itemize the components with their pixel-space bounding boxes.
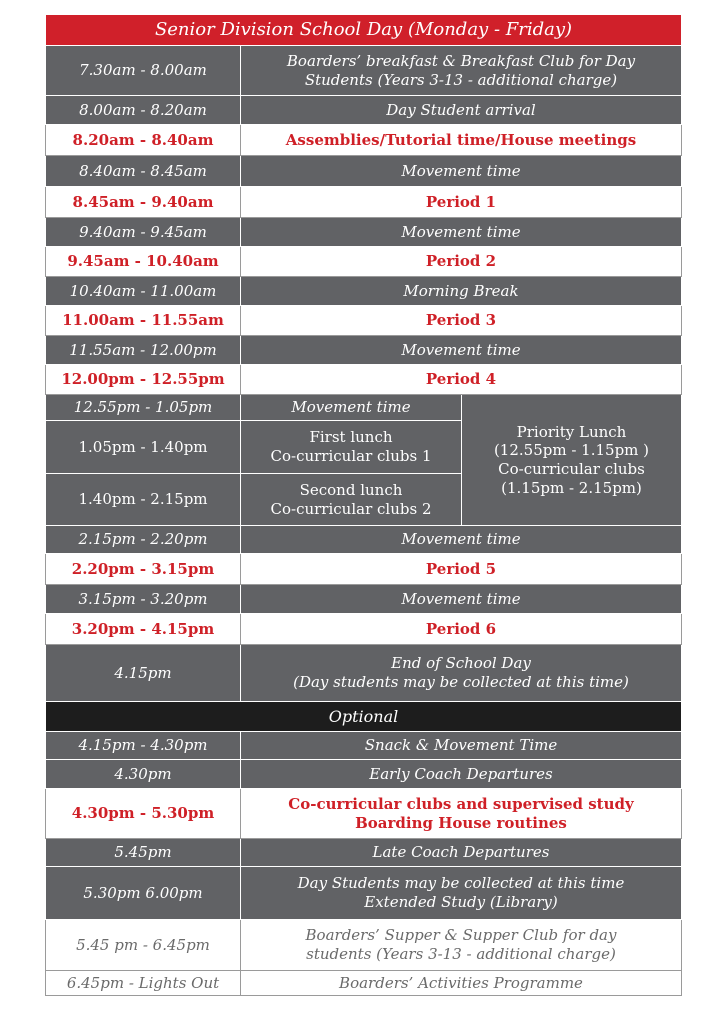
table-row: [46, 554, 682, 585]
time-cell: 8.20am - 8.40am: [46, 125, 241, 156]
time-cell: 8.45am - 9.40am: [46, 187, 241, 218]
time-cell: 5.45 pm - 6.45pm: [46, 920, 241, 971]
activity-cell: Snack & Movement Time: [241, 732, 682, 760]
table-row: [46, 760, 682, 789]
activity-cell: Day Student arrival: [241, 96, 682, 125]
table-row: [46, 187, 682, 218]
time-cell: 3.20pm - 4.15pm: [46, 614, 241, 645]
time-cell: 8.40am - 8.45am: [46, 156, 241, 187]
activity-cell: Period 3: [241, 306, 682, 336]
table-row: [46, 867, 682, 920]
table-row: [46, 156, 682, 187]
activity-cell: Morning Break: [241, 277, 682, 306]
activity-cell: Period 6: [241, 614, 682, 645]
time-cell: 4.15pm - 4.30pm: [46, 732, 241, 760]
time-cell: 12.55pm - 1.05pm: [46, 395, 241, 421]
time-cell: 10.40am - 11.00am: [46, 277, 241, 306]
table-row: [46, 96, 682, 125]
table-row: [46, 645, 682, 702]
activity-cell: Movement time: [241, 395, 462, 421]
table-row: [46, 365, 682, 395]
time-cell: 6.45pm - Lights Out: [46, 971, 241, 996]
table-row: [46, 614, 682, 645]
table-row: [46, 732, 682, 760]
time-cell: 2.20pm - 3.15pm: [46, 554, 241, 585]
activity-cell: Boarders’ Supper & Supper Club for day students (Years 3-13 - additional charge): [241, 920, 682, 971]
time-cell: 7.30am - 8.00am: [46, 46, 241, 96]
activity-cell: Late Coach Departures: [241, 839, 682, 867]
time-cell: 11.00am - 11.55am: [46, 306, 241, 336]
table-row: [46, 839, 682, 867]
table-row: [46, 789, 682, 839]
time-cell: 9.40am - 9.45am: [46, 218, 241, 247]
activity-cell: First lunch Co-curricular clubs 1: [241, 421, 462, 474]
table-row: [46, 277, 682, 306]
time-cell: 4.30pm - 5.30pm: [46, 789, 241, 839]
time-cell: 5.30pm 6.00pm: [46, 867, 241, 920]
activity-cell: Period 2: [241, 247, 682, 277]
time-cell: 2.15pm - 2.20pm: [46, 526, 241, 554]
time-cell: 4.15pm: [46, 645, 241, 702]
table-row: [46, 247, 682, 277]
activity-cell: Boarders’ Activities Programme: [241, 971, 682, 996]
activity-cell: Boarders’ breakfast & Breakfast Club for Day Students (Years 3-13 - additional charge): [241, 46, 682, 96]
time-cell: 9.45am - 10.40am: [46, 247, 241, 277]
table-row: [46, 46, 682, 96]
table-row: [46, 395, 682, 421]
activity-cell: Movement time: [241, 218, 682, 247]
activity-cell: Co-curricular clubs and supervised study Boarding House routines: [241, 789, 682, 839]
activity-cell: Movement time: [241, 526, 682, 554]
time-cell: 1.40pm - 2.15pm: [46, 474, 241, 526]
table-row: [46, 920, 682, 971]
time-cell: 8.00am - 8.20am: [46, 96, 241, 125]
timetable-title: Senior Division School Day (Monday - Friday): [46, 15, 682, 46]
time-cell: 4.30pm: [46, 760, 241, 789]
activity-cell: Movement time: [241, 156, 682, 187]
activity-cell: Movement time: [241, 585, 682, 614]
activity-cell: Period 5: [241, 554, 682, 585]
activity-cell: End of School Day (Day students may be collected at this time): [241, 645, 682, 702]
time-cell: 11.55am - 12.00pm: [46, 336, 241, 365]
table-row: [46, 218, 682, 247]
table-row: [46, 526, 682, 554]
activity-cell: Period 4: [241, 365, 682, 395]
table-row: [46, 306, 682, 336]
table-row: [46, 125, 682, 156]
time-cell: 12.00pm - 12.55pm: [46, 365, 241, 395]
time-cell: 3.15pm - 3.20pm: [46, 585, 241, 614]
activity-cell: Movement time: [241, 336, 682, 365]
time-cell: 1.05pm - 1.40pm: [46, 421, 241, 474]
activity-cell: Assemblies/Tutorial time/House meetings: [241, 125, 682, 156]
table-row: [46, 336, 682, 365]
optional-heading: Optional: [46, 702, 682, 732]
time-cell: 5.45pm: [46, 839, 241, 867]
school-day-timetable: [45, 14, 682, 996]
activity-cell: Period 1: [241, 187, 682, 218]
activity-cell: Day Students may be collected at this time Extended Study (Library): [241, 867, 682, 920]
activity-cell: Early Coach Departures: [241, 760, 682, 789]
activity-cell: Second lunch Co-curricular clubs 2: [241, 474, 462, 526]
table-row: [46, 585, 682, 614]
priority-lunch-cell: Priority Lunch (12.55pm - 1.15pm ) Co-curricular clubs (1.15pm - 2.15pm): [462, 395, 682, 526]
table-row: [46, 971, 682, 996]
